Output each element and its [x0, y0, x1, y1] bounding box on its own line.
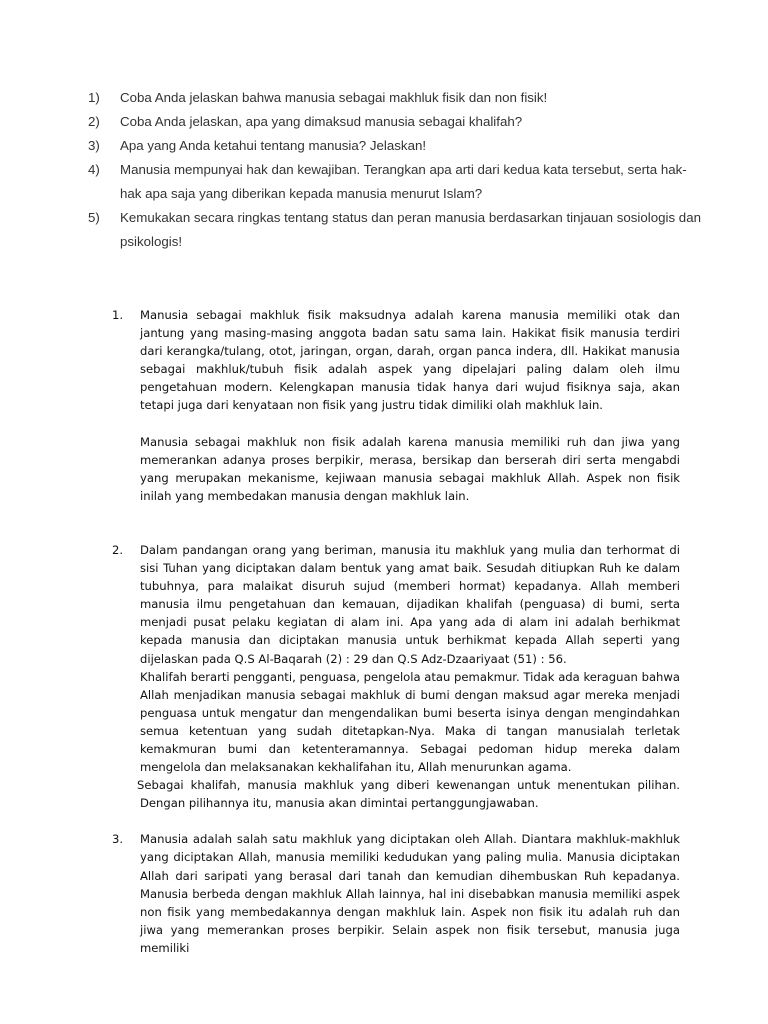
question-item — [88, 158, 708, 206]
question-number: 4) — [88, 162, 100, 177]
answer-number: 2. — [112, 542, 124, 557]
answer-body — [140, 306, 680, 505]
answer-paragraph: Manusia sebagai makhluk non fisik adalah karena manusia memiliki ruh dan jiwa yang memerankan adanya proses berpikir, merasa, bersikap dan berserah diri serta mengabdi yang merupakan mekanisme, kejiwaan manusia sebagai makhluk Allah. Aspek non fisik inilah yang membedakan manusia dengan makhluk lain. — [140, 434, 680, 503]
answer-item — [112, 306, 680, 505]
question-number: 2) — [88, 114, 100, 129]
answer-number: 1. — [112, 308, 124, 322]
answer-paragraph: Manusia adalah salah satu makhluk yang diciptakan oleh Allah. Diantara makhluk-makhluk yang diciptakan Allah, manusia memiliki kedudukan yang paling mulia. Manusia diciptakan Allah dari saripati yang berasal dari tanah dan kemudian dihembuskan Ruh kepadanya. Manusia berbeda dengan makhluk Allah lainnya, hal ini disebabkan manusia memiliki aspek non fisik yang membedakannya dengan makhluk lain. Aspek non fisik itu adalah ruh dan jiwa yang memerankan proses berpikir. Selain aspek non fisik tersebut, manusia juga memiliki — [140, 832, 680, 955]
question-list — [88, 86, 708, 254]
answer-item — [112, 830, 680, 957]
answer-number: 3. — [112, 832, 124, 847]
answer-list — [112, 306, 680, 957]
question-text: Coba Anda jelaskan bahwa manusia sebagai makhluk fisik dan non fisik! — [120, 90, 548, 105]
question-number: 3) — [88, 138, 100, 153]
question-text: Kemukakan secara ringkas tentang status dan peran manusia berdasarkan tinjauan sosiologis dan psikologis! — [120, 210, 701, 249]
question-item — [88, 86, 708, 110]
question-text: Manusia mempunyai hak dan kewajiban. Terangkan apa arti dari kedua kata tersebut, serta hak-hak apa saja yang diberikan kepada manusia menurut Islam? — [120, 162, 687, 201]
answer-paragraph: Khalifah berarti pengganti, penguasa, pengelola atau pemakmur. Tidak ada keraguan bahwa Allah menjadikan manusia sebagai makhluk di bumi dengan maksud agar mereka menjadi penguasa untuk mengatur dan mengendalikan bumi beserta isinya dengan mengindahkan semua ketentuan yang sudah ditetapkan-Nya. Maka di tangan manusialah terletak kemakmuran bumi dan ketenteramannya. Sebagai pedoman hidup mereka dalam mengelola dan melaksanakan kekhalifahan itu, Allah menurunkan agama. — [140, 669, 680, 775]
question-item — [88, 110, 708, 134]
answer-body — [137, 541, 680, 812]
question-item — [88, 134, 708, 158]
answer-body — [140, 830, 680, 957]
answer-paragraph: Sebagai khalifah, manusia makhluk yang diberi kewenangan untuk menentukan pilihan. Dengan pilihannya itu, manusia akan dimintai pertanggungjawaban. — [137, 778, 680, 811]
answer-paragraph: Manusia sebagai makhluk fisik maksudnya adalah karena manusia memiliki otak dan jantung yang masing-masing anggota badan satu sama lain. Hakikat fisik manusia terdiri dari kerangka/tulang, otot, jaringan, organ, darah, organ panca indera, dll. Hakikat manusia sebagai makhluk/tubuh fisik adalah aspek yang dipelajari paling dalam oleh ilmu pengetahuan modern. Kelengkapan manusia tidak hanya dari wujud fisiknya saja, akan tetapi juga dari kenyataan non fisik yang justru tidak dimiliki olah makhluk lain. — [140, 308, 680, 413]
answer-item — [112, 541, 680, 812]
question-item — [88, 206, 708, 254]
question-text: Coba Anda jelaskan, apa yang dimaksud manusia sebagai khalifah? — [120, 114, 523, 129]
question-number: 1) — [88, 90, 100, 105]
question-text: Apa yang Anda ketahui tentang manusia? Jelaskan! — [120, 138, 427, 153]
question-number: 5) — [88, 210, 100, 225]
answer-paragraph: Dalam pandangan orang yang beriman, manusia itu makhluk yang mulia dan terhormat di sisi Tuhan yang diciptakan dalam bentuk yang amat baik. Sesudah ditiupkan Ruh ke dalam tubuhnya, para malaikat disuruh sujud (memberi hormat) kepadanya. Allah memberi manusia ilmu pengetahuan dan kemauan, dijadikan khalifah (penguasa) di bumi, serta menjadi pusat pelaku kegiatan di alam ini. Apa yang ada di alam ini adalah berhikmat kepada manusia dan diciptakan manusia untuk berhikmat kepada Allah seperti yang dijelaskan pada Q.S Al-Baqarah (2) : 29 dan Q.S Adz-Dzaariyaat (51) : 56. — [140, 542, 680, 666]
